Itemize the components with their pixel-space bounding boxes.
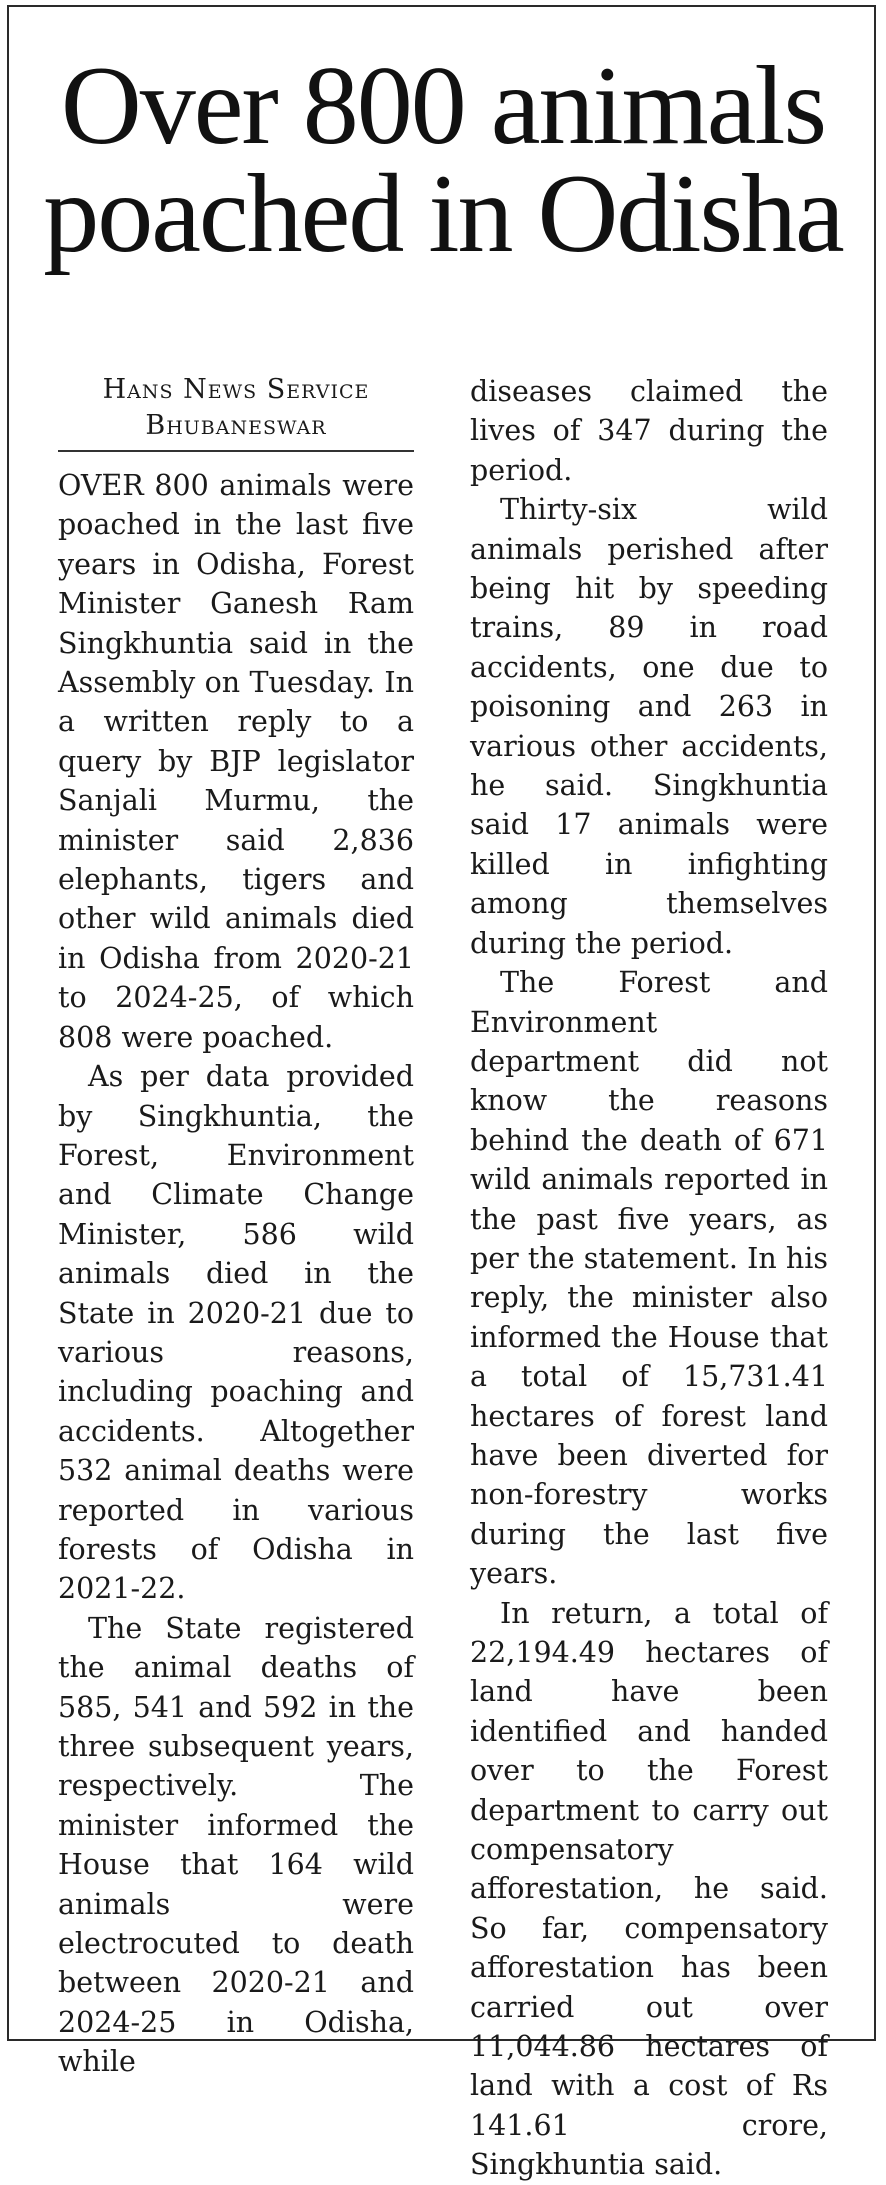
- byline-divider: [58, 450, 414, 452]
- paragraph-5: The Forest and Environment department did not know the reasons behind the death of 671 wild animals reported in the past five years, as per the statement. In his reply, the minister also informed the House that a total of 15,731.41 hectares of forest land have been diverted for non-forestry works during the last five years.: [470, 966, 828, 1591]
- paragraph-4: Thirty-six wild animals perished after being hit by speeding trains, 89 in road accidents, one due to poisoning and 263 in various other accidents, he said. Singkhuntia said 17 animals were killed in infighting among themselves during the period.: [470, 493, 828, 960]
- paragraph-6: In return, a total of 22,194.49 hectares of land have been identified and handed over to the Forest department to carry out compensatory afforestation, he said. So far, compensatory afforestation has been carried out over 11,044.86 hectares of land with a cost of Rs 141.61 crore, Singkhuntia said.: [470, 1596, 828, 2182]
- paragraph-3: The State registered the animal deaths of 585, 541 and 592 in the three subsequent years, respectively. The minister informed the House that 164 wild animals were electrocuted to death between 2020-21 and 2024-25 in Odisha, while: [58, 1611, 414, 2079]
- byline-location: Bhubaneswar: [145, 410, 327, 441]
- headline: Over 800 animals poached in Odisha: [43, 44, 843, 276]
- byline-agency: Hans News Service: [102, 374, 370, 405]
- paragraph-2: As per data provided by Singkhuntia, the Forest, Environment and Climate Change Minister, 586 wild animals died in the State in 2020-21 due to various reasons, including poaching and accidents. Altogether 532 animal deaths were reported in various forests of Odisha in 2021-22.: [58, 1060, 414, 1606]
- paragraph-3-continued: diseases claimed the lives of 347 during the period.: [470, 375, 828, 487]
- paragraph-1: OVER 800 animals were poached in the last five years in Odisha, Forest Minister Ganesh Ram Singkhuntia said in the Assembly on Tuesday. In a written reply to a query by BJP legislator Sanjali Murmu, the minister said 2,836 elephants, tigers and other wild animals died in Odisha from 2020-21 to 2024-25, of which 808 were poached.: [58, 469, 414, 1054]
- article-column-right: [470, 372, 828, 2185]
- article-column-left: [58, 372, 414, 2082]
